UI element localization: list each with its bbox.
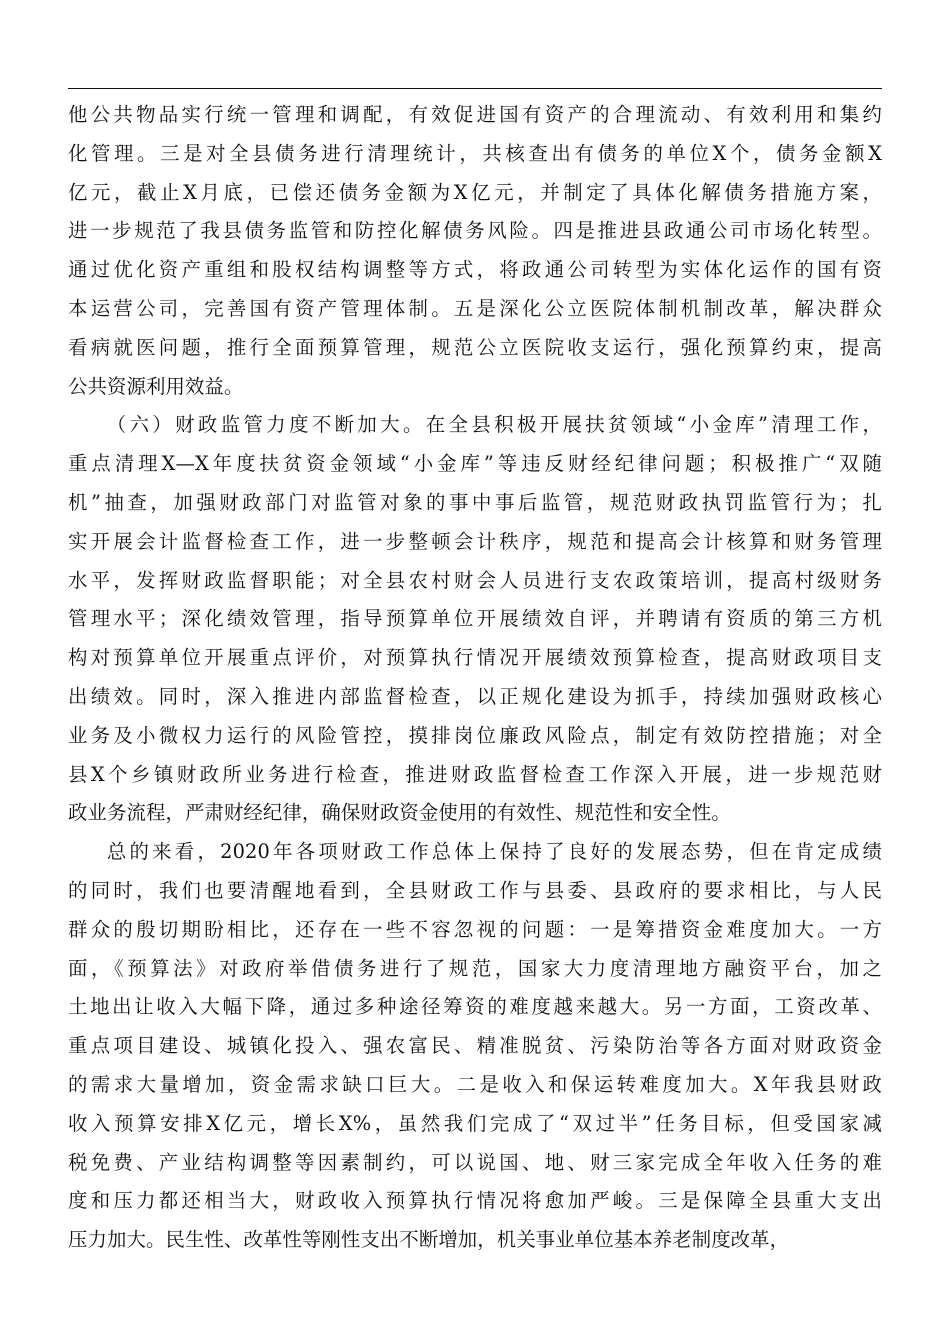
header-rule bbox=[68, 88, 882, 89]
text-line: 度和压力都还相当大，财政收入预算执行情况将愈加严峻。三是保障全县重大支出 bbox=[68, 1189, 882, 1213]
text-line: 税免费、产业结构调整等因素制约，可以说国、地、财三家完成全年收入任务的难 bbox=[68, 1150, 882, 1174]
text-line: 的需求大量增加，资金需求缺口巨大。二是收入和保运转难度加大。X年我县财政 bbox=[68, 1072, 882, 1096]
paragraph bbox=[68, 833, 882, 1260]
text-line: 业务及小微权力运行的风险管控，摸排岗位廉政风险点，制定有效防控措施；对全 bbox=[68, 723, 882, 747]
text-line: 重点清理X—X年度扶贫资金领域“小金库”等违反财经纪律问题；积极推广“双随 bbox=[68, 452, 882, 476]
text-line: 本运营公司，完善国有资产管理体制。五是深化公立医院体制机制改革，解决群众 bbox=[68, 296, 882, 320]
text-line: 县X个乡镇财政所业务进行检查，推进财政监督检查工作深入开展，进一步规范财 bbox=[68, 762, 882, 786]
paragraph bbox=[68, 96, 882, 406]
text-line: 机”抽查，加强财政部门对监管对象的事中事后监管，规范财政执罚监管行为；扎 bbox=[68, 490, 882, 514]
text-line: 实开展会计监督检查工作，进一步整顿会计秩序，规范和提高会计核算和财务管理 bbox=[68, 529, 882, 553]
text-line: 通过优化资产重组和股权结构调整等方式，将政通公司转型为实体化运作的国有资 bbox=[68, 258, 882, 282]
text-line: 重点项目建设、城镇化投入、强农富民、精准脱贫、污染防治等各方面对财政资金 bbox=[68, 1034, 882, 1058]
paragraph bbox=[68, 406, 882, 833]
text-line: 出绩效。同时，深入推进内部监督检查，以正规化建设为抓手，持续加强财政核心 bbox=[68, 684, 882, 708]
text-line: 土地出让收入大幅下降，通过多种途径筹资的难度越来越大。另一方面，工资改革、 bbox=[68, 995, 882, 1019]
text-line: 的同时，我们也要清醒地看到，全县财政工作与县委、县政府的要求相比，与人民 bbox=[68, 878, 882, 902]
text-line: 构对预算单位开展重点评价，对预算执行情况开展绩效预算检查，提高财政项目支 bbox=[68, 646, 882, 670]
text-line: 面，《预算法》对政府举借债务进行了规范，国家大力度清理地方融资平台，加之 bbox=[68, 956, 882, 980]
text-line: （六）财政监管力度不断加大。在全县积极开展扶贫领域“小金库”清理工作， bbox=[106, 413, 882, 437]
text-line: 政业务流程，严肃财经纪律，确保财政资金使用的有效性、规范性和安全性。 bbox=[68, 801, 731, 825]
text-line: 他公共物品实行统一管理和调配，有效促进国有资产的合理流动、有效利用和集约 bbox=[68, 103, 882, 126]
text-line: 压力加大。民生性、改革性等刚性支出不断增加，机关事业单位基本养老制度改革， bbox=[68, 1228, 790, 1252]
text-line: 总的来看，2020年各项财政工作总体上保持了良好的发展态势，但在肯定成绩 bbox=[106, 840, 882, 864]
text-line: 亿元，截止X月底，已偿还债务金额为X亿元，并制定了具体化解债务措施方案， bbox=[68, 180, 882, 204]
text-line: 水平，发挥财政监督职能；对全县农村财会人员进行支农政策培训，提高村级财务 bbox=[68, 568, 882, 592]
text-line: 管理水平；深化绩效管理，指导预算单位开展绩效自评，并聘请有资质的第三方机 bbox=[68, 607, 882, 631]
text-line: 收入预算安排X亿元，增长X%，虽然我们完成了“双过半”任务目标，但受国家减 bbox=[68, 1111, 882, 1135]
text-line: 群众的殷切期盼相比，还存在一些不容忽视的问题：一是筹措资金难度加大。一方 bbox=[68, 917, 882, 941]
text-line: 看病就医问题，推行全面预算管理，规范公立医院收支运行，强化预算约束，提高 bbox=[68, 335, 882, 359]
document-body bbox=[68, 96, 882, 1260]
text-line: 公共资源利用效益。 bbox=[68, 374, 244, 398]
text-line: 化管理。三是对全县债务进行清理统计，共核查出有债务的单位X个，债务金额X bbox=[68, 141, 882, 165]
text-line: 进一步规范了我县债务监管和防控化解债务风险。四是推进县政通公司市场化转型。 bbox=[68, 219, 882, 243]
